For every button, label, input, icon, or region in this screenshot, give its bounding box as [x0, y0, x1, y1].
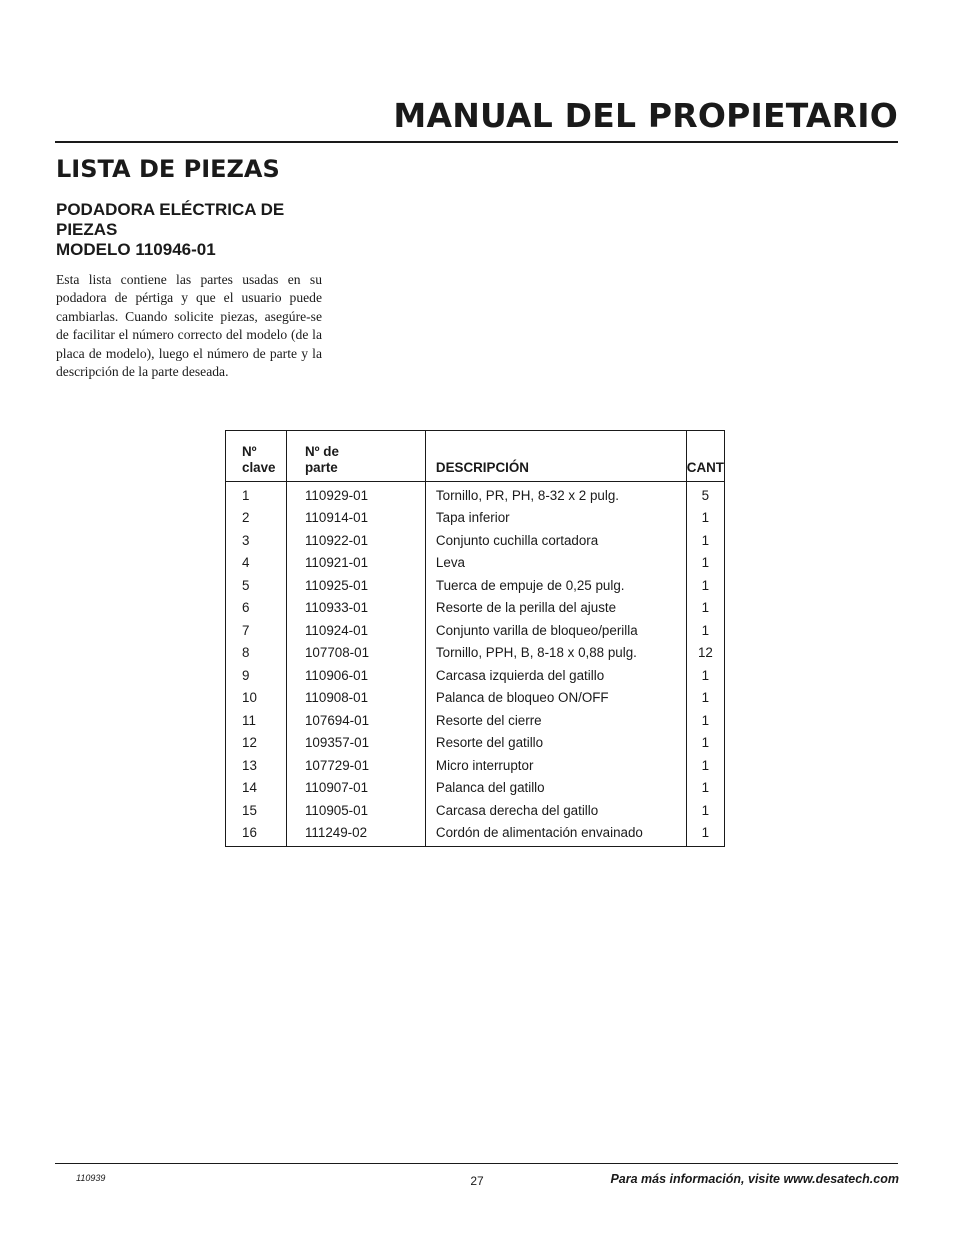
table-row	[226, 799, 725, 822]
header-qty: CANT	[686, 431, 724, 482]
cell-qty: 1	[701, 532, 710, 548]
table-row	[226, 619, 725, 642]
header-key	[226, 431, 287, 482]
cell-part: 110914-01	[286, 507, 425, 530]
cell-qty: 1	[701, 622, 710, 638]
cell-qty: 1	[701, 735, 710, 751]
cell-key: 4	[226, 552, 287, 575]
cell-qty: 1	[701, 825, 710, 841]
subheading-line-2: PIEZAS	[56, 220, 118, 239]
cell-part: 107694-01	[286, 709, 425, 732]
cell-qty: 1	[701, 555, 710, 571]
header-divider	[55, 141, 898, 143]
table-row	[226, 574, 725, 597]
footer-info-link: Para más información, visite www.desatech.com	[610, 1172, 899, 1186]
cell-qty: 12	[697, 645, 713, 661]
table-row	[226, 482, 725, 507]
cell-part: 110921-01	[286, 552, 425, 575]
cell-key: 13	[226, 754, 287, 777]
cell-qty: 1	[701, 600, 710, 616]
cell-description: Resorte del cierre	[425, 709, 686, 732]
cell-key: 9	[226, 664, 287, 687]
cell-key: 7	[226, 619, 287, 642]
section-title: LISTA DE PIEZAS	[56, 155, 280, 183]
cell-description: Conjunto cuchilla cortadora	[425, 529, 686, 552]
cell-part: 110922-01	[286, 529, 425, 552]
product-subheading	[56, 200, 336, 260]
footer-page-number: 27	[470, 1174, 484, 1188]
cell-key: 11	[226, 709, 287, 732]
cell-part: 107729-01	[286, 754, 425, 777]
cell-part: 110907-01	[286, 777, 425, 800]
table-row	[226, 642, 725, 665]
cell-part: 107708-01	[286, 642, 425, 665]
table-row	[226, 777, 725, 800]
cell-key: 3	[226, 529, 287, 552]
footer-doc-code: 110939	[76, 1173, 106, 1183]
table-row	[226, 709, 725, 732]
parts-table-body	[226, 482, 725, 847]
header-key-line-2: clave	[242, 460, 276, 475]
cell-part: 110924-01	[286, 619, 425, 642]
cell-part: 110929-01	[286, 482, 425, 507]
table-row	[226, 552, 725, 575]
cell-part: 110905-01	[286, 799, 425, 822]
cell-description: Palanca del gatillo	[425, 777, 686, 800]
header-description: DESCRIPCIÓN	[425, 431, 686, 482]
cell-key: 12	[226, 732, 287, 755]
table-row	[226, 687, 725, 710]
cell-description: Carcasa izquierda del gatillo	[425, 664, 686, 687]
parts-table	[225, 430, 725, 847]
cell-qty: 1	[701, 667, 710, 683]
cell-description: Tornillo, PR, PH, 8-32 x 2 pulg.	[425, 482, 686, 507]
table-row	[226, 754, 725, 777]
cell-part: 110925-01	[286, 574, 425, 597]
cell-description: Resorte de la perilla del ajuste	[425, 597, 686, 620]
page-header-title: MANUAL DEL PROPIETARIO	[393, 96, 898, 135]
cell-part: 111249-02	[286, 822, 425, 847]
cell-key: 16	[226, 822, 287, 847]
cell-key: 2	[226, 507, 287, 530]
cell-key: 14	[226, 777, 287, 800]
cell-description: Palanca de bloqueo ON/OFF	[425, 687, 686, 710]
cell-part: 110933-01	[286, 597, 425, 620]
cell-description: Conjunto varilla de bloqueo/perilla	[425, 619, 686, 642]
cell-qty: 1	[701, 802, 710, 818]
cell-qty: 1	[701, 712, 710, 728]
cell-description: Resorte del gatillo	[425, 732, 686, 755]
cell-qty: 1	[701, 577, 710, 593]
header-part-line-2: parte	[304, 460, 338, 475]
table-row	[226, 664, 725, 687]
table-row	[226, 507, 725, 530]
table-header-row	[226, 431, 725, 482]
cell-key: 15	[226, 799, 287, 822]
subheading-line-3: MODELO 110946-01	[56, 240, 216, 259]
cell-description: Micro interruptor	[425, 754, 686, 777]
cell-key: 5	[226, 574, 287, 597]
intro-paragraph: Esta lista contiene las partes usadas en su podadora de pértiga y que el usuario puede cambiarlas. Cuando solicite piezas, asegúre-se de facilitar el número correcto del modelo (de la placa de modelo), luego el número de parte y la descripción de la parte deseada.	[56, 272, 322, 380]
cell-part: 110908-01	[286, 687, 425, 710]
table-row	[226, 732, 725, 755]
subheading-line-1: PODADORA ELÉCTRICA DE	[56, 200, 285, 219]
cell-qty: 1	[701, 780, 710, 796]
cell-description: Carcasa derecha del gatillo	[425, 799, 686, 822]
cell-qty: 1	[701, 510, 710, 526]
cell-qty: 1	[701, 757, 710, 773]
cell-qty: 5	[701, 487, 710, 503]
header-key-line-1: Nº	[242, 444, 257, 459]
cell-key: 8	[226, 642, 287, 665]
cell-qty: 1	[701, 690, 710, 706]
cell-description: Tornillo, PPH, B, 8-18 x 0,88 pulg.	[425, 642, 686, 665]
cell-description: Tuerca de empuje de 0,25 pulg.	[425, 574, 686, 597]
cell-description: Tapa inferior	[425, 507, 686, 530]
header-part	[286, 431, 425, 482]
cell-key: 10	[226, 687, 287, 710]
footer-divider	[55, 1163, 898, 1164]
cell-description: Cordón de alimentación envainado	[425, 822, 686, 847]
cell-description: Leva	[425, 552, 686, 575]
table-row	[226, 529, 725, 552]
header-part-line-1: Nº de	[304, 444, 339, 459]
cell-part: 110906-01	[286, 664, 425, 687]
table-row	[226, 822, 725, 847]
cell-key: 6	[226, 597, 287, 620]
cell-part: 109357-01	[286, 732, 425, 755]
table-row	[226, 597, 725, 620]
cell-key: 1	[226, 482, 287, 507]
